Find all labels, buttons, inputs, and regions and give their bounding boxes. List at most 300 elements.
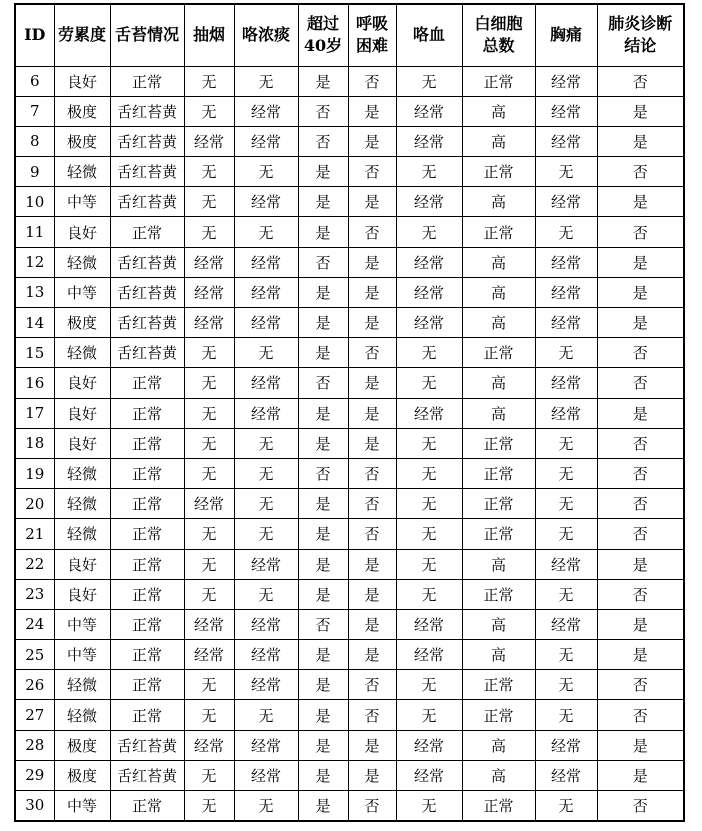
table-row	[15, 579, 684, 609]
cell-wbc-count: 高	[462, 277, 535, 307]
cell-smoking: 经常	[184, 730, 234, 760]
cell-id: 13	[15, 277, 54, 307]
cell-hemoptysis: 无	[396, 458, 462, 488]
cell-chest-pain: 无	[535, 338, 597, 368]
cell-over-40: 是	[298, 640, 348, 670]
cell-id: 27	[15, 700, 54, 730]
cell-wbc-count: 正常	[462, 791, 535, 821]
column-header-line: 胸痛	[549, 25, 582, 45]
table-row	[15, 489, 684, 519]
cell-id: 10	[15, 187, 54, 217]
cell-id: 11	[15, 217, 54, 247]
cell-pneumonia-conclusion: 是	[597, 308, 684, 338]
table-row	[15, 730, 684, 760]
cell-smoking: 无	[184, 66, 234, 96]
column-header-fatigue	[54, 4, 110, 66]
cell-id: 9	[15, 157, 54, 187]
cell-wbc-count: 正常	[462, 66, 535, 96]
table-row	[15, 519, 684, 549]
table-row	[15, 187, 684, 217]
cell-thick-sputum: 经常	[234, 247, 298, 277]
cell-id: 30	[15, 791, 54, 821]
cell-chest-pain: 经常	[535, 96, 597, 126]
table-row	[15, 247, 684, 277]
cell-chest-pain: 经常	[535, 187, 597, 217]
cell-id: 28	[15, 730, 54, 760]
column-header-line: 抽烟	[192, 25, 225, 45]
cell-tongue-coating: 正常	[110, 549, 184, 579]
cell-pneumonia-conclusion: 否	[597, 217, 684, 247]
cell-dyspnea: 是	[348, 247, 396, 277]
table-row	[15, 760, 684, 790]
cell-chest-pain: 无	[535, 640, 597, 670]
cell-hemoptysis: 无	[396, 700, 462, 730]
cell-hemoptysis: 经常	[396, 308, 462, 338]
cell-pneumonia-conclusion: 否	[597, 700, 684, 730]
cell-tongue-coating: 舌红苔黄	[110, 760, 184, 790]
cell-hemoptysis: 无	[396, 66, 462, 96]
cell-fatigue: 极度	[54, 730, 110, 760]
cell-id: 18	[15, 428, 54, 458]
cell-tongue-coating: 舌红苔黄	[110, 730, 184, 760]
cell-pneumonia-conclusion: 否	[597, 519, 684, 549]
cell-hemoptysis: 经常	[396, 398, 462, 428]
cell-fatigue: 轻微	[54, 338, 110, 368]
cell-thick-sputum: 经常	[234, 640, 298, 670]
cell-over-40: 是	[298, 428, 348, 458]
cell-thick-sputum: 无	[234, 791, 298, 821]
column-header-line: 劳累度	[57, 25, 106, 45]
cell-chest-pain: 经常	[535, 398, 597, 428]
cell-tongue-coating: 正常	[110, 368, 184, 398]
cell-fatigue: 轻微	[54, 519, 110, 549]
cell-pneumonia-conclusion: 是	[597, 760, 684, 790]
cell-thick-sputum: 无	[234, 700, 298, 730]
cell-id: 16	[15, 368, 54, 398]
cell-wbc-count: 正常	[462, 157, 535, 187]
column-header-line: 肺炎诊断	[608, 14, 673, 34]
cell-hemoptysis: 经常	[396, 247, 462, 277]
cell-tongue-coating: 正常	[110, 489, 184, 519]
cell-thick-sputum: 无	[234, 489, 298, 519]
cell-thick-sputum: 无	[234, 338, 298, 368]
cell-hemoptysis: 无	[396, 670, 462, 700]
header-row	[15, 4, 684, 66]
cell-wbc-count: 正常	[462, 670, 535, 700]
cell-tongue-coating: 正常	[110, 609, 184, 639]
cell-id: 15	[15, 338, 54, 368]
cell-over-40: 是	[298, 338, 348, 368]
cell-wbc-count: 高	[462, 398, 535, 428]
column-header-line: 白细胞	[474, 14, 523, 34]
table-row	[15, 428, 684, 458]
cell-tongue-coating: 舌红苔黄	[110, 157, 184, 187]
cell-pneumonia-conclusion: 否	[597, 791, 684, 821]
cell-smoking: 经常	[184, 277, 234, 307]
column-header-chest-pain	[535, 4, 597, 66]
cell-smoking: 经常	[184, 126, 234, 156]
cell-id: 24	[15, 609, 54, 639]
cell-tongue-coating: 正常	[110, 519, 184, 549]
cell-over-40: 是	[298, 791, 348, 821]
cell-dyspnea: 是	[348, 640, 396, 670]
cell-dyspnea: 是	[348, 126, 396, 156]
cell-dyspnea: 是	[348, 760, 396, 790]
cell-id: 20	[15, 489, 54, 519]
cell-hemoptysis: 经常	[396, 277, 462, 307]
cell-dyspnea: 是	[348, 549, 396, 579]
cell-dyspnea: 是	[348, 308, 396, 338]
cell-fatigue: 良好	[54, 428, 110, 458]
table-row	[15, 126, 684, 156]
cell-id: 22	[15, 549, 54, 579]
column-header-over-40	[298, 4, 348, 66]
table-row	[15, 66, 684, 96]
column-header-id	[15, 4, 54, 66]
cell-tongue-coating: 舌红苔黄	[110, 308, 184, 338]
cell-fatigue: 良好	[54, 368, 110, 398]
cell-fatigue: 中等	[54, 609, 110, 639]
cell-wbc-count: 高	[462, 640, 535, 670]
column-header-thick-sputum	[234, 4, 298, 66]
cell-pneumonia-conclusion: 否	[597, 368, 684, 398]
cell-chest-pain: 无	[535, 157, 597, 187]
cell-fatigue: 极度	[54, 126, 110, 156]
cell-pneumonia-conclusion: 是	[597, 247, 684, 277]
cell-thick-sputum: 无	[234, 579, 298, 609]
cell-smoking: 无	[184, 96, 234, 126]
column-header-wbc-count	[462, 4, 535, 66]
cell-over-40: 是	[298, 66, 348, 96]
cell-dyspnea: 否	[348, 338, 396, 368]
column-header-dyspnea	[348, 4, 396, 66]
cell-dyspnea: 否	[348, 458, 396, 488]
cell-pneumonia-conclusion: 否	[597, 458, 684, 488]
cell-tongue-coating: 舌红苔黄	[110, 247, 184, 277]
cell-hemoptysis: 无	[396, 368, 462, 398]
cell-wbc-count: 高	[462, 126, 535, 156]
cell-thick-sputum: 经常	[234, 398, 298, 428]
cell-hemoptysis: 无	[396, 489, 462, 519]
cell-pneumonia-conclusion: 是	[597, 96, 684, 126]
cell-thick-sputum: 经常	[234, 187, 298, 217]
table-row	[15, 338, 684, 368]
cell-id: 6	[15, 66, 54, 96]
cell-over-40: 是	[298, 760, 348, 790]
cell-wbc-count: 高	[462, 308, 535, 338]
cell-wbc-count: 高	[462, 247, 535, 277]
cell-thick-sputum: 无	[234, 66, 298, 96]
cell-chest-pain: 无	[535, 217, 597, 247]
cell-fatigue: 轻微	[54, 247, 110, 277]
cell-thick-sputum: 无	[234, 217, 298, 247]
cell-dyspnea: 否	[348, 791, 396, 821]
cell-id: 26	[15, 670, 54, 700]
cell-smoking: 无	[184, 368, 234, 398]
cell-wbc-count: 高	[462, 730, 535, 760]
cell-thick-sputum: 经常	[234, 368, 298, 398]
cell-tongue-coating: 正常	[110, 398, 184, 428]
column-header-line: ID	[24, 25, 46, 45]
cell-hemoptysis: 无	[396, 428, 462, 458]
cell-dyspnea: 是	[348, 398, 396, 428]
table-row	[15, 609, 684, 639]
cell-dyspnea: 是	[348, 96, 396, 126]
cell-fatigue: 轻微	[54, 489, 110, 519]
cell-smoking: 无	[184, 157, 234, 187]
cell-id: 12	[15, 247, 54, 277]
cell-id: 8	[15, 126, 54, 156]
cell-wbc-count: 正常	[462, 489, 535, 519]
cell-dyspnea: 否	[348, 519, 396, 549]
cell-wbc-count: 高	[462, 609, 535, 639]
cell-wbc-count: 正常	[462, 217, 535, 247]
table-row	[15, 458, 684, 488]
column-header-smoking	[184, 4, 234, 66]
cell-hemoptysis: 无	[396, 549, 462, 579]
cell-over-40: 否	[298, 458, 348, 488]
cell-fatigue: 中等	[54, 277, 110, 307]
cell-wbc-count: 正常	[462, 428, 535, 458]
cell-chest-pain: 无	[535, 489, 597, 519]
table-row	[15, 277, 684, 307]
cell-thick-sputum: 无	[234, 458, 298, 488]
cell-thick-sputum: 经常	[234, 549, 298, 579]
cell-id: 21	[15, 519, 54, 549]
cell-id: 29	[15, 760, 54, 790]
column-header-pneumonia-conclusion	[597, 4, 684, 66]
cell-pneumonia-conclusion: 是	[597, 126, 684, 156]
cell-thick-sputum: 无	[234, 519, 298, 549]
table-row	[15, 96, 684, 126]
column-header-line: 咯浓痰	[241, 25, 290, 45]
cell-hemoptysis: 无	[396, 217, 462, 247]
cell-chest-pain: 经常	[535, 277, 597, 307]
cell-pneumonia-conclusion: 否	[597, 338, 684, 368]
cell-smoking: 无	[184, 338, 234, 368]
cell-wbc-count: 正常	[462, 338, 535, 368]
cell-dyspnea: 否	[348, 66, 396, 96]
cell-pneumonia-conclusion: 是	[597, 640, 684, 670]
cell-hemoptysis: 无	[396, 338, 462, 368]
cell-fatigue: 轻微	[54, 700, 110, 730]
column-header-line: 舌苔情况	[114, 25, 179, 45]
cell-smoking: 无	[184, 217, 234, 247]
cell-smoking: 无	[184, 519, 234, 549]
cell-tongue-coating: 舌红苔黄	[110, 277, 184, 307]
cell-smoking: 无	[184, 458, 234, 488]
cell-tongue-coating: 舌红苔黄	[110, 338, 184, 368]
cell-wbc-count: 正常	[462, 458, 535, 488]
table-body	[15, 66, 684, 821]
cell-hemoptysis: 无	[396, 791, 462, 821]
pneumonia-diagnosis-table	[14, 3, 685, 822]
cell-fatigue: 中等	[54, 187, 110, 217]
column-header-line: 总数	[482, 36, 515, 56]
cell-fatigue: 中等	[54, 640, 110, 670]
cell-dyspnea: 是	[348, 609, 396, 639]
cell-hemoptysis: 经常	[396, 96, 462, 126]
cell-over-40: 是	[298, 217, 348, 247]
cell-chest-pain: 无	[535, 700, 597, 730]
table-header	[15, 4, 684, 66]
cell-thick-sputum: 经常	[234, 126, 298, 156]
cell-tongue-coating: 舌红苔黄	[110, 187, 184, 217]
cell-thick-sputum: 经常	[234, 96, 298, 126]
cell-over-40: 否	[298, 368, 348, 398]
column-header-line: 呼吸	[355, 14, 388, 34]
cell-chest-pain: 经常	[535, 760, 597, 790]
cell-fatigue: 轻微	[54, 670, 110, 700]
table-row	[15, 217, 684, 247]
cell-tongue-coating: 正常	[110, 700, 184, 730]
cell-over-40: 是	[298, 670, 348, 700]
cell-chest-pain: 经常	[535, 609, 597, 639]
cell-fatigue: 极度	[54, 760, 110, 790]
column-header-tongue-coating	[110, 4, 184, 66]
cell-id: 19	[15, 458, 54, 488]
cell-wbc-count: 高	[462, 368, 535, 398]
cell-dyspnea: 否	[348, 670, 396, 700]
cell-chest-pain: 无	[535, 670, 597, 700]
cell-dyspnea: 是	[348, 428, 396, 458]
cell-fatigue: 良好	[54, 549, 110, 579]
cell-hemoptysis: 经常	[396, 609, 462, 639]
cell-fatigue: 轻微	[54, 458, 110, 488]
column-header-line: 结论	[624, 36, 657, 56]
cell-chest-pain: 无	[535, 519, 597, 549]
cell-dyspnea: 否	[348, 217, 396, 247]
cell-chest-pain: 经常	[535, 247, 597, 277]
cell-chest-pain: 经常	[535, 66, 597, 96]
cell-over-40: 是	[298, 398, 348, 428]
cell-wbc-count: 高	[462, 549, 535, 579]
cell-pneumonia-conclusion: 否	[597, 66, 684, 96]
cell-fatigue: 轻微	[54, 157, 110, 187]
cell-pneumonia-conclusion: 是	[597, 609, 684, 639]
cell-smoking: 无	[184, 700, 234, 730]
cell-smoking: 无	[184, 549, 234, 579]
cell-pneumonia-conclusion: 否	[597, 579, 684, 609]
cell-fatigue: 良好	[54, 217, 110, 247]
table-row	[15, 549, 684, 579]
column-header-line: 咯血	[412, 25, 445, 45]
cell-smoking: 无	[184, 579, 234, 609]
cell-chest-pain: 无	[535, 428, 597, 458]
cell-fatigue: 极度	[54, 96, 110, 126]
cell-id: 23	[15, 579, 54, 609]
table-row	[15, 398, 684, 428]
cell-smoking: 经常	[184, 489, 234, 519]
cell-thick-sputum: 无	[234, 428, 298, 458]
cell-wbc-count: 高	[462, 187, 535, 217]
cell-smoking: 无	[184, 187, 234, 217]
cell-fatigue: 中等	[54, 791, 110, 821]
cell-tongue-coating: 正常	[110, 217, 184, 247]
cell-smoking: 经常	[184, 609, 234, 639]
cell-thick-sputum: 经常	[234, 670, 298, 700]
column-header-hemoptysis	[396, 4, 462, 66]
cell-hemoptysis: 无	[396, 579, 462, 609]
cell-hemoptysis: 经常	[396, 187, 462, 217]
column-header-line: 40岁	[303, 36, 343, 56]
cell-hemoptysis: 经常	[396, 760, 462, 790]
cell-smoking: 经常	[184, 247, 234, 277]
cell-over-40: 是	[298, 519, 348, 549]
cell-pneumonia-conclusion: 是	[597, 549, 684, 579]
cell-chest-pain: 无	[535, 791, 597, 821]
cell-fatigue: 良好	[54, 398, 110, 428]
cell-thick-sputum: 经常	[234, 760, 298, 790]
cell-dyspnea: 是	[348, 277, 396, 307]
cell-wbc-count: 正常	[462, 519, 535, 549]
column-header-line: 超过	[306, 14, 339, 34]
cell-chest-pain: 经常	[535, 549, 597, 579]
cell-hemoptysis: 经常	[396, 730, 462, 760]
cell-tongue-coating: 正常	[110, 579, 184, 609]
cell-thick-sputum: 经常	[234, 277, 298, 307]
cell-pneumonia-conclusion: 是	[597, 277, 684, 307]
cell-fatigue: 良好	[54, 579, 110, 609]
table-row	[15, 640, 684, 670]
cell-tongue-coating: 正常	[110, 670, 184, 700]
cell-over-40: 否	[298, 609, 348, 639]
cell-pneumonia-conclusion: 否	[597, 489, 684, 519]
cell-thick-sputum: 经常	[234, 308, 298, 338]
cell-smoking: 经常	[184, 640, 234, 670]
cell-over-40: 是	[298, 700, 348, 730]
cell-fatigue: 良好	[54, 66, 110, 96]
cell-pneumonia-conclusion: 是	[597, 398, 684, 428]
cell-wbc-count: 正常	[462, 579, 535, 609]
cell-over-40: 是	[298, 277, 348, 307]
cell-pneumonia-conclusion: 是	[597, 730, 684, 760]
column-header-line: 困难	[355, 36, 388, 56]
cell-smoking: 无	[184, 398, 234, 428]
cell-chest-pain: 无	[535, 579, 597, 609]
cell-hemoptysis: 无	[396, 157, 462, 187]
cell-dyspnea: 是	[348, 730, 396, 760]
cell-dyspnea: 是	[348, 579, 396, 609]
table-row	[15, 791, 684, 821]
cell-over-40: 是	[298, 579, 348, 609]
cell-wbc-count: 高	[462, 96, 535, 126]
cell-chest-pain: 经常	[535, 368, 597, 398]
cell-pneumonia-conclusion: 否	[597, 157, 684, 187]
cell-smoking: 无	[184, 791, 234, 821]
cell-hemoptysis: 经常	[396, 640, 462, 670]
cell-thick-sputum: 经常	[234, 730, 298, 760]
cell-fatigue: 极度	[54, 308, 110, 338]
cell-tongue-coating: 舌红苔黄	[110, 126, 184, 156]
cell-wbc-count: 正常	[462, 700, 535, 730]
cell-dyspnea: 否	[348, 157, 396, 187]
table-row	[15, 368, 684, 398]
cell-smoking: 经常	[184, 308, 234, 338]
cell-chest-pain: 经常	[535, 308, 597, 338]
cell-dyspnea: 是	[348, 368, 396, 398]
cell-dyspnea: 否	[348, 700, 396, 730]
cell-smoking: 无	[184, 760, 234, 790]
cell-tongue-coating: 正常	[110, 428, 184, 458]
cell-over-40: 否	[298, 96, 348, 126]
cell-id: 17	[15, 398, 54, 428]
cell-thick-sputum: 经常	[234, 609, 298, 639]
cell-over-40: 是	[298, 308, 348, 338]
cell-dyspnea: 否	[348, 489, 396, 519]
table-row	[15, 670, 684, 700]
cell-over-40: 是	[298, 489, 348, 519]
